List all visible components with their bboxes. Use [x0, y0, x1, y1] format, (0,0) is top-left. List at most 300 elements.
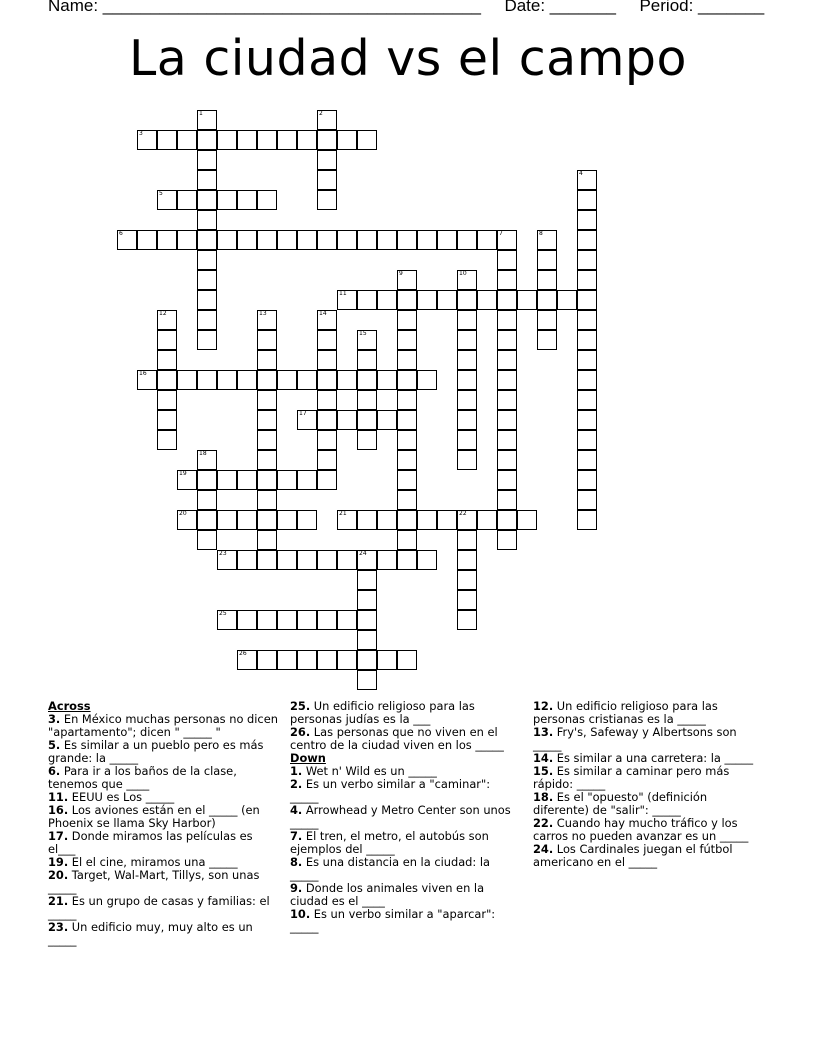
- grid-cell[interactable]: [377, 290, 397, 310]
- grid-cell[interactable]: [497, 350, 517, 370]
- grid-cell[interactable]: [257, 190, 277, 210]
- clue-number: 22.: [533, 816, 554, 830]
- cell-number: 23: [219, 550, 227, 557]
- grid-cell[interactable]: [197, 230, 217, 250]
- grid-cell[interactable]: [277, 610, 297, 630]
- grid-cell[interactable]: [237, 610, 257, 630]
- grid-cell[interactable]: [317, 230, 337, 250]
- grid-cell[interactable]: [417, 550, 437, 570]
- grid-cell[interactable]: [397, 430, 417, 450]
- grid-cell[interactable]: [557, 290, 577, 310]
- grid-cell[interactable]: [197, 310, 217, 330]
- grid-cell[interactable]: [457, 370, 477, 390]
- grid-cell[interactable]: [217, 130, 237, 150]
- clue-number: 3.: [48, 712, 61, 726]
- grid-cell[interactable]: [517, 510, 537, 530]
- grid-cell[interactable]: [377, 510, 397, 530]
- grid-cell[interactable]: [257, 510, 277, 530]
- clue-text: Un edificio religioso para las personas cristianas es la _____: [533, 699, 718, 726]
- grid-cell[interactable]: [357, 510, 377, 530]
- clue-number: 7.: [290, 829, 303, 843]
- grid-cell[interactable]: [157, 130, 177, 150]
- grid-cell[interactable]: [397, 410, 417, 430]
- grid-cell[interactable]: [337, 650, 357, 670]
- down-heading: Down: [290, 751, 326, 765]
- grid-cell[interactable]: [577, 490, 597, 510]
- grid-cell[interactable]: [317, 330, 337, 350]
- grid-cell[interactable]: [357, 130, 377, 150]
- grid-cell[interactable]: [357, 650, 377, 670]
- grid-cell[interactable]: [197, 270, 217, 290]
- clue-text: Es un verbo similar a "aparcar": _____: [290, 907, 496, 934]
- grid-cell[interactable]: [317, 470, 337, 490]
- grid-cell[interactable]: [317, 650, 337, 670]
- date-field-label[interactable]: Date: _______: [504, 0, 616, 15]
- grid-cell[interactable]: [257, 230, 277, 250]
- grid-cell[interactable]: [177, 370, 197, 390]
- grid-cell[interactable]: [297, 410, 317, 430]
- grid-cell[interactable]: [397, 330, 417, 350]
- grid-cell[interactable]: [397, 230, 417, 250]
- grid-cell[interactable]: [257, 450, 277, 470]
- grid-cell[interactable]: [457, 550, 477, 570]
- grid-cell[interactable]: [397, 490, 417, 510]
- cell-number: 13: [259, 310, 267, 317]
- clue-text: Donde miramos las películas es el___: [48, 829, 253, 856]
- clue-text: Un edificio religioso para las personas judías es la ___: [290, 699, 475, 726]
- clue-item: [48, 869, 280, 895]
- clue-number: 17.: [48, 829, 69, 843]
- grid-cell[interactable]: [257, 390, 277, 410]
- grid-cell[interactable]: [317, 610, 337, 630]
- clue-number: 23.: [48, 920, 69, 934]
- grid-cell[interactable]: [357, 430, 377, 450]
- grid-cell[interactable]: [457, 330, 477, 350]
- grid-cell[interactable]: [217, 610, 237, 630]
- grid-cell[interactable]: [337, 290, 357, 310]
- grid-cell[interactable]: [257, 490, 277, 510]
- grid-cell[interactable]: [417, 510, 437, 530]
- grid-cell[interactable]: [457, 350, 477, 370]
- grid-cell[interactable]: [357, 570, 377, 590]
- cell-number: 17: [299, 410, 307, 417]
- grid-cell[interactable]: [317, 190, 337, 210]
- grid-cell[interactable]: [317, 150, 337, 170]
- clue-item: [290, 726, 522, 752]
- page-title: La ciudad vs el campo: [128, 30, 688, 87]
- grid-cell[interactable]: [357, 350, 377, 370]
- grid-cell[interactable]: [497, 290, 517, 310]
- grid-cell[interactable]: [457, 590, 477, 610]
- clue-item: [533, 726, 765, 752]
- grid-cell[interactable]: [297, 610, 317, 630]
- grid-cell[interactable]: [437, 290, 457, 310]
- clue-item: [48, 739, 280, 765]
- grid-cell[interactable]: [497, 370, 517, 390]
- grid-cell[interactable]: [257, 410, 277, 430]
- grid-cell[interactable]: [257, 430, 277, 450]
- grid-cell[interactable]: [257, 610, 277, 630]
- grid-cell[interactable]: [497, 470, 517, 490]
- grid-cell[interactable]: [277, 230, 297, 250]
- grid-cell[interactable]: [197, 450, 217, 470]
- clue-number: 15.: [533, 764, 554, 778]
- grid-cell[interactable]: [297, 370, 317, 390]
- grid-cell[interactable]: [397, 290, 417, 310]
- grid-cell[interactable]: [537, 270, 557, 290]
- grid-cell[interactable]: [157, 190, 177, 210]
- grid-cell[interactable]: [537, 290, 557, 310]
- grid-cell[interactable]: [497, 330, 517, 350]
- grid-cell[interactable]: [317, 170, 337, 190]
- grid-cell[interactable]: [377, 650, 397, 670]
- grid-cell[interactable]: [177, 190, 197, 210]
- grid-cell[interactable]: [237, 190, 257, 210]
- grid-cell[interactable]: [277, 130, 297, 150]
- clue-number: 18.: [533, 790, 554, 804]
- grid-cell[interactable]: [497, 270, 517, 290]
- grid-cell[interactable]: [457, 450, 477, 470]
- clue-text: Para ir a los baños de la clase, tenemos que ____: [48, 764, 237, 791]
- grid-cell[interactable]: [317, 130, 337, 150]
- cell-number: 2: [319, 110, 323, 117]
- clue-text: Donde los animales viven en la ciudad es el ____: [290, 881, 485, 908]
- grid-cell[interactable]: [417, 230, 437, 250]
- grid-cell[interactable]: [497, 250, 517, 270]
- grid-cell[interactable]: [497, 430, 517, 450]
- grid-cell[interactable]: [257, 370, 277, 390]
- grid-cell[interactable]: [397, 550, 417, 570]
- grid-cell[interactable]: [317, 370, 337, 390]
- grid-cell[interactable]: [177, 510, 197, 530]
- grid-cell[interactable]: [337, 130, 357, 150]
- clue-text: Es similar a un pueblo pero es más grande: la _____: [48, 738, 264, 765]
- clue-text: Arrowhead y Metro Center son unos _____: [290, 803, 511, 830]
- clue-number: 9.: [290, 881, 303, 895]
- grid-cell[interactable]: [397, 310, 417, 330]
- grid-cell[interactable]: [317, 410, 337, 430]
- grid-cell[interactable]: [157, 310, 177, 330]
- grid-cell[interactable]: [317, 110, 337, 130]
- cell-number: 15: [359, 330, 367, 337]
- grid-cell[interactable]: [177, 470, 197, 490]
- grid-cell[interactable]: [157, 410, 177, 430]
- grid-cell[interactable]: [257, 530, 277, 550]
- clue-number: 11.: [48, 790, 69, 804]
- grid-cell[interactable]: [197, 110, 217, 130]
- grid-cell[interactable]: [457, 390, 477, 410]
- grid-cell[interactable]: [317, 550, 337, 570]
- grid-cell[interactable]: [157, 370, 177, 390]
- clue-item: [533, 843, 765, 869]
- grid-cell[interactable]: [277, 470, 297, 490]
- grid-cell[interactable]: [137, 370, 157, 390]
- grid-cell[interactable]: [337, 230, 357, 250]
- cell-number: 6: [119, 230, 123, 237]
- clue-item: [533, 700, 765, 726]
- clue-number: 26.: [290, 725, 311, 739]
- grid-cell[interactable]: [297, 130, 317, 150]
- grid-cell[interactable]: [397, 530, 417, 550]
- grid-cell[interactable]: [197, 290, 217, 310]
- grid-cell[interactable]: [217, 510, 237, 530]
- grid-cell[interactable]: [577, 230, 597, 250]
- across-heading: Across: [48, 699, 91, 713]
- grid-cell[interactable]: [577, 330, 597, 350]
- grid-cell[interactable]: [397, 390, 417, 410]
- clue-item: [533, 791, 765, 817]
- grid-cell[interactable]: [457, 230, 477, 250]
- grid-cell[interactable]: [257, 130, 277, 150]
- grid-cell[interactable]: [577, 510, 597, 530]
- clue-number: 14.: [533, 751, 554, 765]
- grid-cell[interactable]: [197, 470, 217, 490]
- clue-number: 19.: [48, 855, 69, 869]
- grid-cell[interactable]: [397, 450, 417, 470]
- grid-cell[interactable]: [357, 590, 377, 610]
- grid-cell[interactable]: [497, 410, 517, 430]
- grid-cell[interactable]: [197, 170, 217, 190]
- grid-cell[interactable]: [497, 390, 517, 410]
- clue-item: [48, 895, 280, 921]
- grid-cell[interactable]: [437, 230, 457, 250]
- grid-cell[interactable]: [377, 410, 397, 430]
- grid-cell[interactable]: [217, 230, 237, 250]
- grid-cell[interactable]: [377, 230, 397, 250]
- grid-cell[interactable]: [437, 510, 457, 530]
- grid-cell[interactable]: [577, 250, 597, 270]
- grid-cell[interactable]: [397, 270, 417, 290]
- grid-cell[interactable]: [197, 330, 217, 350]
- clue-text: Es el "opuesto" (definición diferente) de "salir": _____: [533, 790, 708, 817]
- grid-cell[interactable]: [217, 470, 237, 490]
- grid-cell[interactable]: [577, 370, 597, 390]
- grid-cell[interactable]: [197, 510, 217, 530]
- grid-cell[interactable]: [297, 470, 317, 490]
- grid-cell[interactable]: [337, 510, 357, 530]
- clue-text: Es un grupo de casas y familias: el _____: [48, 894, 270, 921]
- cell-number: 19: [179, 470, 187, 477]
- grid-cell[interactable]: [577, 310, 597, 330]
- grid-cell[interactable]: [417, 370, 437, 390]
- grid-cell[interactable]: [577, 170, 597, 190]
- clue-text: Wet n' Wild es un _____: [302, 764, 437, 778]
- grid-cell[interactable]: [357, 670, 377, 690]
- grid-cell[interactable]: [337, 410, 357, 430]
- grid-cell[interactable]: [197, 250, 217, 270]
- grid-cell[interactable]: [477, 230, 497, 250]
- grid-cell[interactable]: [577, 410, 597, 430]
- grid-cell[interactable]: [277, 550, 297, 570]
- grid-cell[interactable]: [357, 610, 377, 630]
- grid-cell[interactable]: [537, 330, 557, 350]
- clue-text: Target, Wal-Mart, Tillys, son unas _____: [48, 868, 260, 895]
- clue-number: 8.: [290, 855, 303, 869]
- grid-cell[interactable]: [577, 210, 597, 230]
- grid-cell[interactable]: [157, 230, 177, 250]
- grid-cell[interactable]: [257, 650, 277, 670]
- clues-column-1: [48, 700, 280, 947]
- grid-cell[interactable]: [457, 530, 477, 550]
- clue-item: [290, 700, 522, 726]
- cell-number: 3: [139, 130, 143, 137]
- clue-item: [533, 817, 765, 843]
- grid-cell[interactable]: [497, 230, 517, 250]
- grid-cell[interactable]: [357, 330, 377, 350]
- clue-number: 5.: [48, 738, 61, 752]
- grid-cell[interactable]: [237, 650, 257, 670]
- grid-cell[interactable]: [497, 310, 517, 330]
- grid-cell[interactable]: [317, 350, 337, 370]
- grid-cell[interactable]: [397, 370, 417, 390]
- grid-cell[interactable]: [197, 210, 217, 230]
- grid-cell[interactable]: [537, 310, 557, 330]
- grid-cell[interactable]: [497, 510, 517, 530]
- period-field-label[interactable]: Period: _______: [639, 0, 765, 15]
- grid-cell[interactable]: [357, 410, 377, 430]
- grid-cell[interactable]: [457, 410, 477, 430]
- grid-cell[interactable]: [357, 230, 377, 250]
- grid-cell[interactable]: [537, 230, 557, 250]
- clue-item: [48, 830, 280, 856]
- grid-cell[interactable]: [197, 490, 217, 510]
- grid-cell[interactable]: [357, 390, 377, 410]
- grid-cell[interactable]: [457, 270, 477, 290]
- clue-text: Cuando hay mucho tráfico y los carros no pueden avanzar es un _____: [533, 816, 749, 843]
- grid-cell[interactable]: [577, 270, 597, 290]
- grid-cell[interactable]: [497, 490, 517, 510]
- grid-cell[interactable]: [357, 550, 377, 570]
- cell-number: 25: [219, 610, 227, 617]
- grid-cell[interactable]: [377, 370, 397, 390]
- clue-number: 13.: [533, 725, 554, 739]
- grid-cell[interactable]: [197, 190, 217, 210]
- grid-cell[interactable]: [477, 290, 497, 310]
- grid-cell[interactable]: [337, 370, 357, 390]
- grid-cell[interactable]: [457, 610, 477, 630]
- grid-cell[interactable]: [357, 630, 377, 650]
- grid-cell[interactable]: [237, 470, 257, 490]
- cell-number: 14: [319, 310, 327, 317]
- grid-cell[interactable]: [537, 250, 557, 270]
- grid-cell[interactable]: [397, 350, 417, 370]
- grid-cell[interactable]: [297, 230, 317, 250]
- grid-cell[interactable]: [157, 330, 177, 350]
- grid-cell[interactable]: [477, 510, 497, 530]
- cell-number: 26: [239, 650, 247, 657]
- grid-cell[interactable]: [297, 650, 317, 670]
- grid-cell[interactable]: [257, 350, 277, 370]
- grid-cell[interactable]: [177, 130, 197, 150]
- grid-cell[interactable]: [397, 470, 417, 490]
- clues-column-3: [533, 700, 765, 869]
- cell-number: 24: [359, 550, 367, 557]
- cell-number: 12: [159, 310, 167, 317]
- grid-cell[interactable]: [197, 150, 217, 170]
- cell-number: 21: [339, 510, 347, 517]
- clue-item: [48, 713, 280, 739]
- grid-cell[interactable]: [337, 550, 357, 570]
- clue-number: 20.: [48, 868, 69, 882]
- grid-cell[interactable]: [357, 290, 377, 310]
- grid-cell[interactable]: [577, 470, 597, 490]
- grid-cell[interactable]: [137, 130, 157, 150]
- grid-cell[interactable]: [397, 510, 417, 530]
- grid-cell[interactable]: [577, 190, 597, 210]
- clue-number: 12.: [533, 699, 554, 713]
- grid-cell[interactable]: [297, 510, 317, 530]
- grid-cell[interactable]: [577, 450, 597, 470]
- grid-cell[interactable]: [237, 510, 257, 530]
- grid-cell[interactable]: [197, 130, 217, 150]
- grid-cell[interactable]: [297, 550, 317, 570]
- clue-text: Los Cardinales juegan el fútbol americano en el _____: [533, 842, 733, 869]
- grid-cell[interactable]: [277, 510, 297, 530]
- grid-cell[interactable]: [257, 470, 277, 490]
- grid-cell[interactable]: [217, 550, 237, 570]
- grid-cell[interactable]: [337, 610, 357, 630]
- clue-text: El el cine, miramos una _____: [68, 855, 238, 869]
- grid-cell[interactable]: [117, 230, 137, 250]
- grid-cell[interactable]: [277, 370, 297, 390]
- grid-cell[interactable]: [457, 430, 477, 450]
- grid-cell[interactable]: [457, 290, 477, 310]
- grid-cell[interactable]: [257, 550, 277, 570]
- grid-cell[interactable]: [317, 390, 337, 410]
- grid-cell[interactable]: [497, 530, 517, 550]
- grid-cell[interactable]: [457, 570, 477, 590]
- grid-cell[interactable]: [237, 550, 257, 570]
- grid-cell[interactable]: [577, 290, 597, 310]
- grid-cell[interactable]: [217, 190, 237, 210]
- grid-cell[interactable]: [417, 290, 437, 310]
- grid-cell[interactable]: [237, 370, 257, 390]
- clue-item: [290, 778, 522, 804]
- grid-cell[interactable]: [357, 370, 377, 390]
- grid-cell[interactable]: [197, 370, 217, 390]
- grid-cell[interactable]: [317, 310, 337, 330]
- grid-cell[interactable]: [157, 430, 177, 450]
- grid-cell[interactable]: [137, 230, 157, 250]
- grid-cell[interactable]: [217, 370, 237, 390]
- grid-cell[interactable]: [317, 430, 337, 450]
- grid-cell[interactable]: [257, 310, 277, 330]
- grid-cell[interactable]: [577, 350, 597, 370]
- grid-cell[interactable]: [577, 390, 597, 410]
- grid-cell[interactable]: [257, 330, 277, 350]
- grid-cell[interactable]: [237, 230, 257, 250]
- grid-cell[interactable]: [197, 530, 217, 550]
- grid-cell[interactable]: [157, 390, 177, 410]
- grid-cell[interactable]: [177, 230, 197, 250]
- grid-cell[interactable]: [397, 650, 417, 670]
- name-field-label[interactable]: Name: ________________________________________: [48, 0, 481, 15]
- grid-cell[interactable]: [577, 430, 597, 450]
- grid-cell[interactable]: [457, 310, 477, 330]
- grid-cell[interactable]: [517, 290, 537, 310]
- clue-item: [290, 804, 522, 830]
- clue-text: El tren, el metro, el autobús son ejemplos del _____: [290, 829, 489, 856]
- grid-cell[interactable]: [277, 650, 297, 670]
- grid-cell[interactable]: [237, 130, 257, 150]
- grid-cell[interactable]: [457, 510, 477, 530]
- grid-cell[interactable]: [497, 450, 517, 470]
- grid-cell[interactable]: [157, 350, 177, 370]
- clue-text: Fry's, Safeway y Albertsons son _____: [533, 725, 737, 752]
- grid-cell[interactable]: [377, 550, 397, 570]
- clue-item: [48, 804, 280, 830]
- grid-cell[interactable]: [317, 450, 337, 470]
